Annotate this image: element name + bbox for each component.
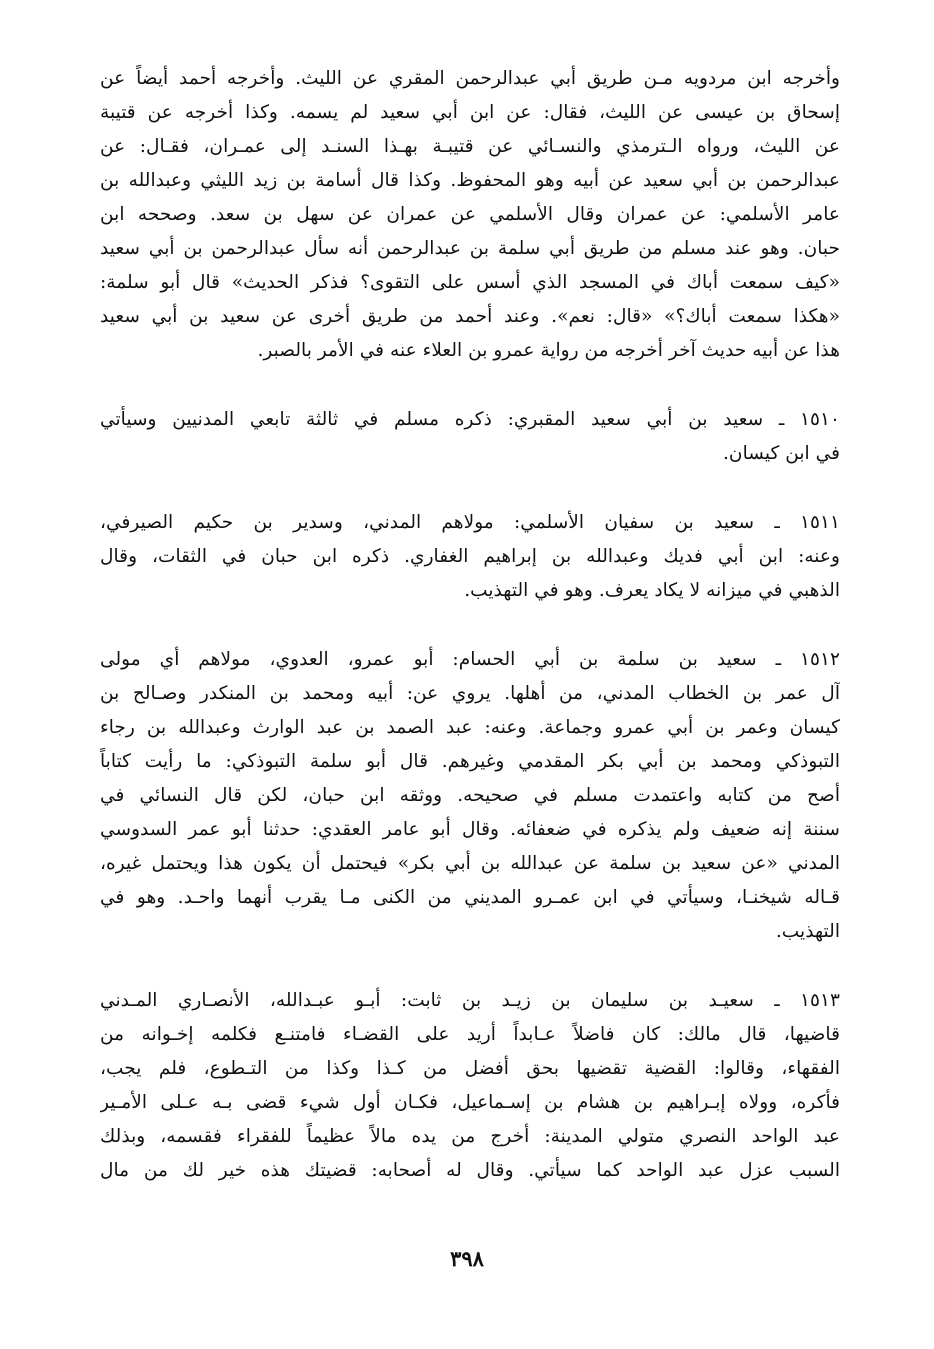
page-body [100, 62, 840, 1188]
text-line: عبدالرحمن بن أبي سعيد عن أبيه وهو المحفوظ. وكذا قال أسامة بن زيد الليثي وعبدالله بن [100, 170, 840, 191]
paragraph-intro [100, 62, 840, 368]
text-line: عبد الواحد النصري متولي المدينة: أخرج من يده مالاً عظيماً للفقراء فقسمه، وبذلك [100, 1126, 840, 1147]
text-line: وأخرجه ابن مردويه مـن طريق أبي عبدالرحمن المقري عن الليث. وأخرجه أحمد أيضاً عن [100, 68, 840, 89]
text-line: ١٥١٣ ـ سعيـد بن سليمان بن زيـد بن ثابت: أبـو عبـدالله، الأنصـاري المـدني [100, 990, 840, 1011]
text-line: الذهبي في ميزانه لا يكاد يعرف. وهو في التهذيب. [464, 580, 840, 601]
text-line: ١٥١١ ـ سعيد بن سفيان الأسلمي: مولاهم المدني، وسدير بن حكيم الصيرفي، [100, 512, 840, 533]
text-line: هذا عن أبيه حديث آخر أخرجه من رواية عمرو بن العلاء عنه في الأمر بالصبر. [257, 340, 840, 361]
text-line: عن الليث، ورواه الـترمذي والنسـائي عن قتيبـة بهـذا السنـد إلى عمـران، فقـال: عن [100, 136, 840, 157]
text-line: فأكره، وولاه إبـراهيم بن هشام بن إسـماعيل، فكـان أول شيء قضى بـه عـلى الأمـير [100, 1092, 840, 1113]
text-line: التبوذكي ومحمد بن أبي بكر المقدمي وغيرهم. قال أبو سلمة التبوذكي: ما رأيت كتاباً [100, 751, 840, 772]
text-line: قاضيها، قال مالك: كان فاضلاً عـابداً أريد على القضـاء فامتنـع فكلمه إخـوانه من [100, 1024, 840, 1045]
text-line: سننة إنه ضعيف ولم يذكره في ضعفائه. وقال أبو عامر العقدي: حدثنا أبو عمر السدوسي [100, 819, 840, 840]
text-line: قـاله شيخنـا، وسيأتي في ابن عمـرو المديني من الكنى مـا يقرب أنهما واحـد. وهو في [100, 887, 840, 908]
text-line: وعنه: ابن أبي فديك وعبدالله بن إبراهيم الغفاري. ذكره ابن حبان في الثقات، وقال [100, 546, 840, 567]
entry-1513 [100, 984, 840, 1188]
text-line: «هكذا سمعت أباك؟» «قال: نعم». وعند أحمد من طريق أخرى عن سعيد بن أبي سعيد [100, 306, 840, 327]
text-line: كيسان وعمر بن أبي عمرو وجماعة. وعنه: عبد الصمد بن عبد الوارث وعبدالله بن رجاء [100, 717, 840, 738]
text-line: ١٥١٢ ـ سعيد بن سلمة بن أبي الحسام: أبو عمرو، العدوي، مولاهم أي مولى [100, 649, 840, 670]
paragraph-gap [100, 368, 840, 403]
text-line: ١٥١٠ ـ سعيد بن أبي سعيد المقبري: ذكره مسلم في ثالثة تابعي المدنيين وسيأتي [100, 409, 840, 430]
paragraph-gap [100, 949, 840, 984]
text-line: في ابن كيسان. [723, 443, 840, 464]
paragraph-gap [100, 608, 840, 643]
text-line: التهذيب. [775, 921, 840, 942]
page-number: ٣٩٨ [450, 1246, 484, 1271]
text-line: حبان. وهو عند مسلم من طريق أبي سلمة بن عبدالرحمن أنه سأل عبدالرحمن بن أبي سعيد [100, 238, 840, 259]
text-line: آل عمر بن الخطاب المدني، من أهلها. يروي عن: أبيه ومحمد بن المنكدر وصـالح بن [100, 683, 840, 704]
text-line: عامر الأسلمي: عن عمران وقال الأسلمي عن عمران عن سهل بن سعد. وصححه ابن [100, 204, 840, 225]
paragraph-gap [100, 471, 840, 506]
text-line: «كيف سمعت أباك في المسجد الذي أسس على التقوى؟ فذكر الحديث» قال أبو سلمة: [100, 272, 840, 293]
text-line: السبب عزل عبد الواحد كما سيأتي. وقال له أصحابه: قضيتك هذه خير لك من مال [100, 1160, 840, 1181]
text-line: أصح من كتابه واعتمدت مسلم في صحيحه. ووثقه ابن حبان، لكن قال النسائي في [100, 785, 840, 806]
text-line: المدني «عن سعيد بن سلمة عن عبدالله بن أبي بكر» فيحتمل أن يكون هذا ويحتمل غيره، [100, 853, 840, 874]
entry-1510 [100, 403, 840, 471]
text-line: الفقهاء، وقالوا: القضية تقضيها بحق أفضل من كـذا وكذا من التـطوع، فلم يجب، [100, 1058, 840, 1079]
text-line: إسحاق بن عيسى عن الليث، فقال: عن ابن أبي سعيد لم يسمه. وكذا أخرجه عن قتيبة [100, 102, 840, 123]
entry-1511 [100, 506, 840, 608]
entry-1512 [100, 643, 840, 949]
